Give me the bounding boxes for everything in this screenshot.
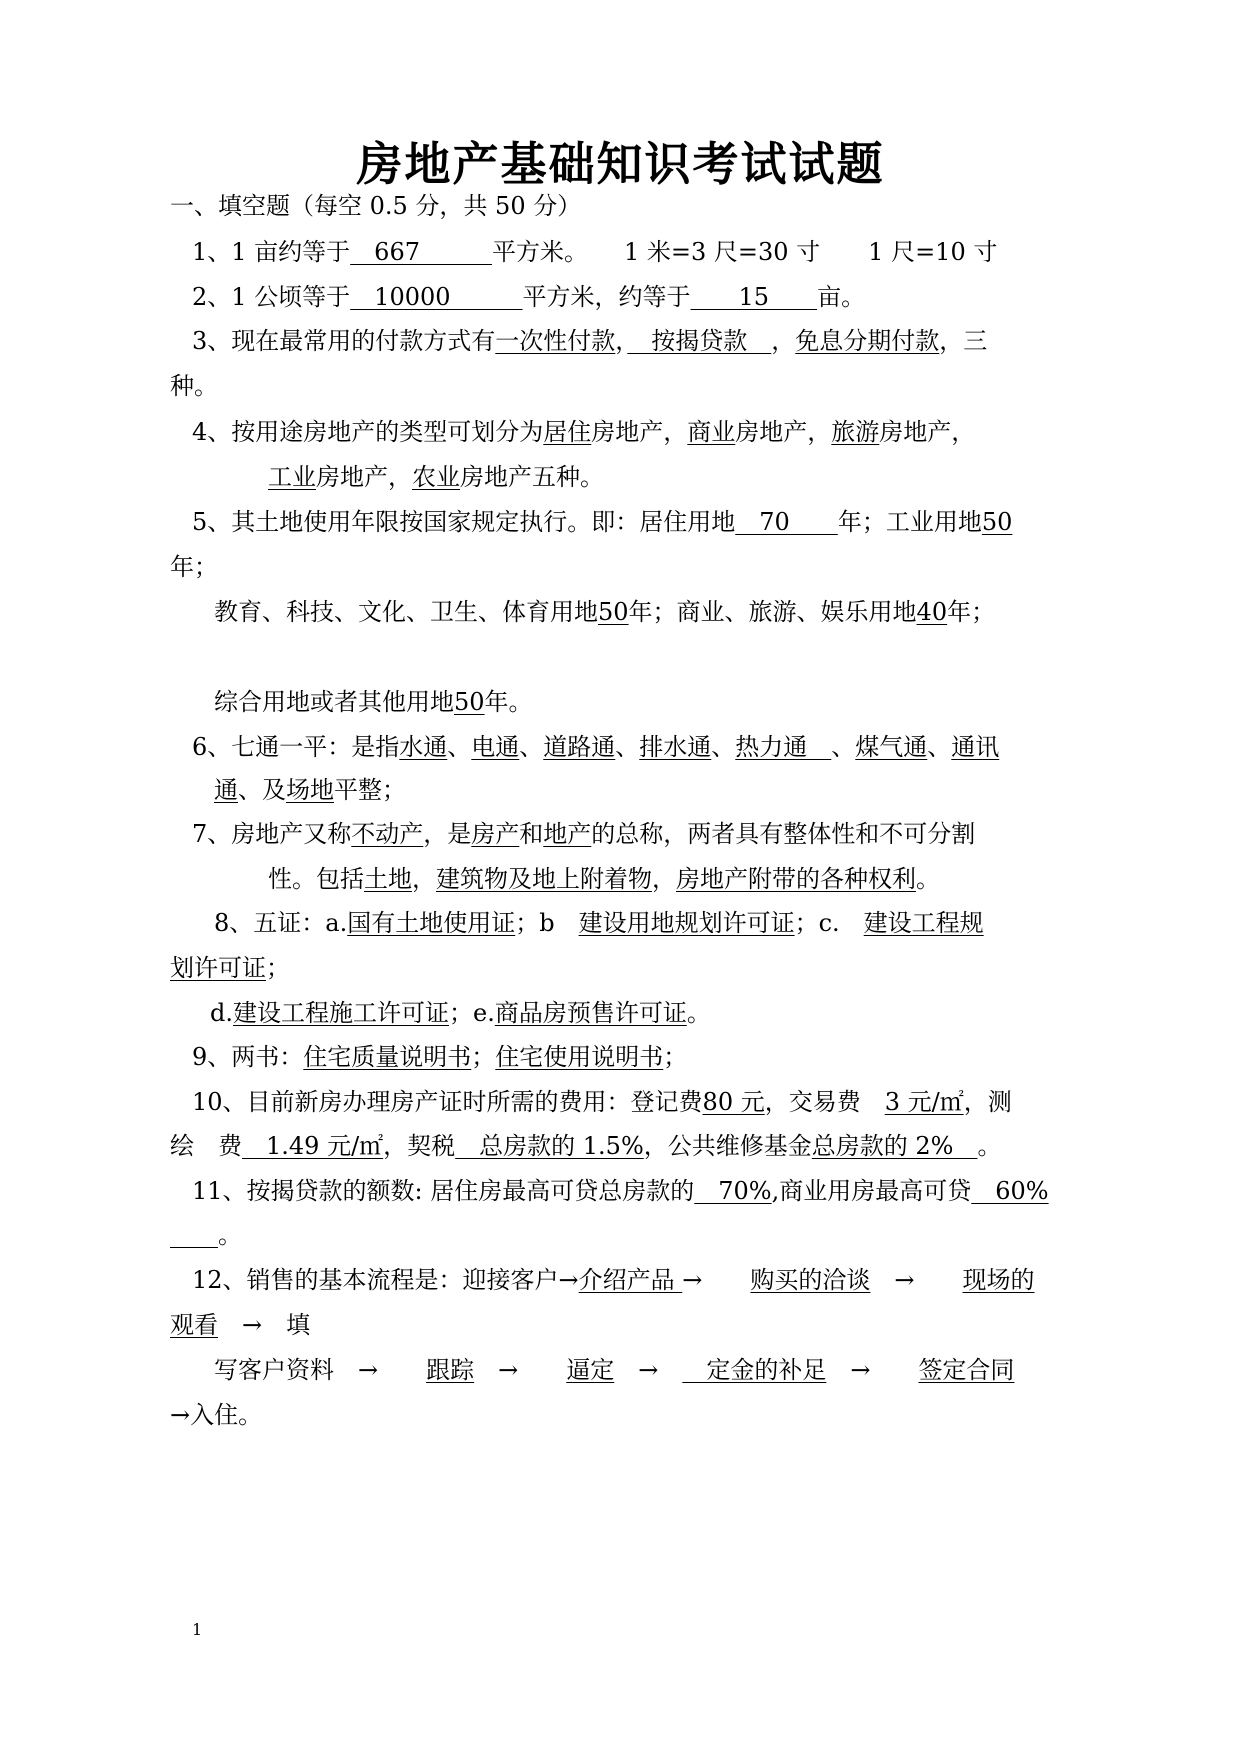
q4-text-5: 房地产，: [316, 463, 412, 491]
q10-text-3: ，测: [963, 1088, 1012, 1116]
q3-text-2: ，三: [939, 327, 988, 355]
question-11: [192, 1175, 1049, 1207]
q12-text-2: → 填: [218, 1311, 311, 1339]
q9-text-2: ；: [663, 1043, 688, 1071]
q7-text-2: ，是: [423, 820, 472, 848]
q5-blank-5: 50: [454, 688, 485, 716]
q12-blank-6: 定金的补足: [682, 1356, 827, 1384]
q10-text-7: 。: [977, 1132, 1002, 1160]
q6-blank-4: 排水通: [639, 733, 712, 761]
q8-blank-3: 建设工程规: [863, 909, 984, 937]
q11-text-3: 。: [218, 1221, 242, 1249]
q3-blank-2: 按揭贷款: [627, 327, 772, 355]
q8-blank-5: 商品房预售许可证: [494, 999, 687, 1027]
question-8-cont-1: [170, 952, 290, 984]
q12-arrow-4: →: [614, 1356, 683, 1384]
q7-blank-2: 房产: [471, 820, 520, 848]
q7-blank-1: 不动产: [351, 820, 424, 848]
q10-text-4: 绘 费: [170, 1132, 242, 1160]
q5-blank-2: 50: [981, 508, 1013, 536]
q11-blank-2b: [170, 1221, 218, 1249]
q7-text-4: 的总称，两者具有整体性和不可分割: [591, 820, 976, 848]
q6-blank-6: 煤气通: [855, 733, 928, 761]
q1-blank: 667: [350, 238, 492, 266]
q5-text-7: 年。: [484, 688, 533, 716]
question-6-cont: [214, 774, 406, 806]
q8-text-4: ；: [266, 954, 290, 982]
q8-blank-2: 建设用地规划许可证: [578, 909, 795, 937]
q12-text: 12、销售的基本流程是：迎接客户→: [192, 1266, 579, 1294]
q12-arrow-2: →: [870, 1266, 963, 1294]
question-3: [192, 325, 987, 357]
q7-text-3: 和: [519, 820, 544, 848]
q1-text-2: 平方米。 1 米=3 尺=30 寸 1 尺=10 寸: [491, 238, 998, 266]
question-12-cont-3: →入住。: [170, 1401, 263, 1429]
q6-text-3: 平整；: [334, 776, 406, 804]
q6-text-2: 、及: [238, 776, 286, 804]
q2-text: 2、1 公顷等于: [192, 283, 351, 311]
q5-blank-4: 40: [916, 598, 948, 626]
question-4-cont: [268, 461, 604, 493]
q7-text-5: 性。包括: [268, 865, 364, 893]
q9-sep: ；: [471, 1043, 496, 1071]
question-11-cont: [170, 1219, 242, 1251]
q2-blank-1: 10000: [350, 283, 523, 311]
q5-blank-3: 50: [598, 598, 629, 626]
q4-text-6: 房地产五种。: [460, 463, 604, 491]
q12-arrow-5: →: [826, 1356, 919, 1384]
q6-sep-5: 、: [831, 733, 856, 761]
q3-blank-3: 免息分期付款: [795, 327, 940, 355]
section-heading: 一、填空题（每空 0.5 分，共 50 分）: [170, 192, 582, 220]
question-2: [192, 281, 865, 313]
q5-text-3: 教育、科技、文化、卫生、体育用地: [214, 598, 598, 626]
question-12-cont-2: [214, 1354, 1014, 1386]
q6-blank-5: 热力通: [735, 733, 832, 761]
question-7-cont: [268, 863, 940, 895]
q9-blank-1: 住宅质量说明书: [303, 1043, 472, 1071]
q10-blank-5: 总房款的 2%: [811, 1132, 978, 1160]
q7-text: 7、房地产又称: [192, 820, 352, 848]
q10-text-5: ，契税: [383, 1132, 456, 1160]
q5-text: 5、其土地使用年限按国家规定执行。即：居住用地: [192, 508, 736, 536]
q5-blank-1: 70: [735, 508, 838, 536]
q6-blank-3: 道路通: [543, 733, 616, 761]
q12-arrow-3: →: [474, 1356, 567, 1384]
q6-text: 6、七通一平：是指: [192, 733, 400, 761]
q7-blank-3: 地产: [543, 820, 592, 848]
q4-text-2: 房地产，: [591, 418, 688, 446]
q3-blank-1: 一次性付款: [495, 327, 616, 355]
q5-text-5: 年；: [947, 598, 996, 626]
question-7: [192, 818, 975, 850]
q12-blank-3b: 观看: [170, 1311, 218, 1339]
q8-blank-1: 国有土地使用证: [347, 909, 516, 937]
q4-text-3: 房地产，: [735, 418, 832, 446]
question-5: [192, 506, 1012, 538]
q10-text-2: ，交易费: [764, 1088, 885, 1116]
q9-text: 9、两书：: [192, 1043, 304, 1071]
q12-arrow-1: →: [682, 1266, 751, 1294]
q8-blank-4: 建设工程施工许可证: [233, 999, 449, 1027]
q8-text-5: d.: [210, 999, 233, 1027]
q6-blank-7: 通讯: [951, 733, 1000, 761]
q6-sep-1: 、: [447, 733, 472, 761]
q3-sep-2: ，: [771, 327, 796, 355]
q2-text-2: 平方米，约等于: [522, 283, 691, 311]
q3-text: 3、现在最常用的付款方式有: [192, 327, 496, 355]
q4-blank-1: 居住: [543, 418, 592, 446]
q7-sep-1: ，: [412, 865, 436, 893]
page-title: 房地产基础知识考试试题: [356, 137, 885, 191]
q10-blank-4: 总房款的 1.5%: [455, 1132, 644, 1160]
q6-blank-2: 电通: [471, 733, 520, 761]
q7-sep-2: ，: [652, 865, 676, 893]
q8-text-3: ；c.: [794, 909, 864, 937]
q8-blank-3b: 划许可证: [170, 954, 266, 982]
q2-blank-2: 15: [690, 283, 818, 311]
q5-text-6: 综合用地或者其他用地: [214, 688, 454, 716]
question-8-cont-2: [210, 997, 711, 1029]
q8-text: 8、五证：a.: [214, 909, 348, 937]
q4-text-4: 房地产，: [879, 418, 976, 446]
q12-blank-3: 现场的: [962, 1266, 1035, 1294]
q2-text-3: 亩。: [817, 283, 866, 311]
q8-text-7: 。: [686, 999, 711, 1027]
question-4: [192, 416, 975, 448]
question-5-cont-3: [214, 686, 533, 718]
q4-blank-3: 旅游: [831, 418, 880, 446]
q12-blank-4: 跟踪: [426, 1356, 475, 1384]
q4-text: 4、按用途房地产的类型可划分为: [192, 418, 544, 446]
q6-blank-8: 场地: [286, 776, 334, 804]
q8-text-2: ；b: [515, 909, 579, 937]
q12-blank-1: 介绍产品: [578, 1266, 683, 1294]
q11-blank-1: 70%: [694, 1177, 772, 1205]
q6-blank-7b: 通: [214, 776, 238, 804]
q10-text-6: ，公共维修基金: [643, 1132, 812, 1160]
q11-blank-2: 60%: [971, 1177, 1049, 1205]
q10-text: 10、目前新房办理房产证时所需的费用：登记费: [192, 1088, 703, 1116]
q6-blank-1: 水通: [399, 733, 448, 761]
q4-blank-2: 商业: [687, 418, 736, 446]
question-10-cont: [170, 1130, 1001, 1162]
q10-blank-2: 3 元/㎡: [884, 1088, 964, 1116]
q1-text: 1、1 亩约等于: [192, 238, 351, 266]
question-12: [192, 1264, 1035, 1296]
q5-text-2: 年；工业用地: [837, 508, 982, 536]
q4-blank-5: 农业: [412, 463, 460, 491]
q4-blank-4: 工业: [268, 463, 316, 491]
question-12-cont-1: [170, 1309, 310, 1341]
q11-text-2: ,商业用房最高可贷: [771, 1177, 972, 1205]
q3-sep-1: ，: [615, 327, 628, 355]
question-3-cont: 种。: [170, 372, 218, 400]
question-5-cont-2: [214, 596, 995, 628]
question-8: [214, 907, 984, 939]
q10-blank-1: 80 元: [702, 1088, 765, 1116]
q10-blank-3: 1.49 元/㎡: [242, 1132, 384, 1160]
q7-blank-5: 建筑物及地上附着物: [436, 865, 652, 893]
q7-blank-4: 土地: [364, 865, 412, 893]
q7-text-6: 。: [916, 865, 940, 893]
q12-blank-7: 签定合同: [918, 1356, 1015, 1384]
q6-sep-4: 、: [711, 733, 736, 761]
q12-text-3: 写客户资料 →: [214, 1356, 427, 1384]
q7-blank-6: 房地产附带的各种权利: [676, 865, 916, 893]
q8-text-6: ；e.: [449, 999, 495, 1027]
q11-text: 11、按揭贷款的额数: 居住房最高可贷总房款的: [192, 1177, 695, 1205]
question-9: [192, 1041, 687, 1073]
question-1: [192, 236, 997, 268]
q12-blank-5: 逼定: [566, 1356, 615, 1384]
q6-sep-3: 、: [615, 733, 640, 761]
q6-sep-2: 、: [519, 733, 544, 761]
q6-sep-6: 、: [927, 733, 952, 761]
page-number: 1: [192, 1620, 203, 1639]
q5-text-4: 年；商业、旅游、娱乐用地: [628, 598, 917, 626]
question-5-cont-1: 年；: [170, 553, 218, 581]
q12-blank-2: 购买的洽谈: [750, 1266, 871, 1294]
question-6: [192, 731, 999, 763]
question-10: [192, 1086, 1012, 1118]
q9-blank-2: 住宅使用说明书: [495, 1043, 664, 1071]
